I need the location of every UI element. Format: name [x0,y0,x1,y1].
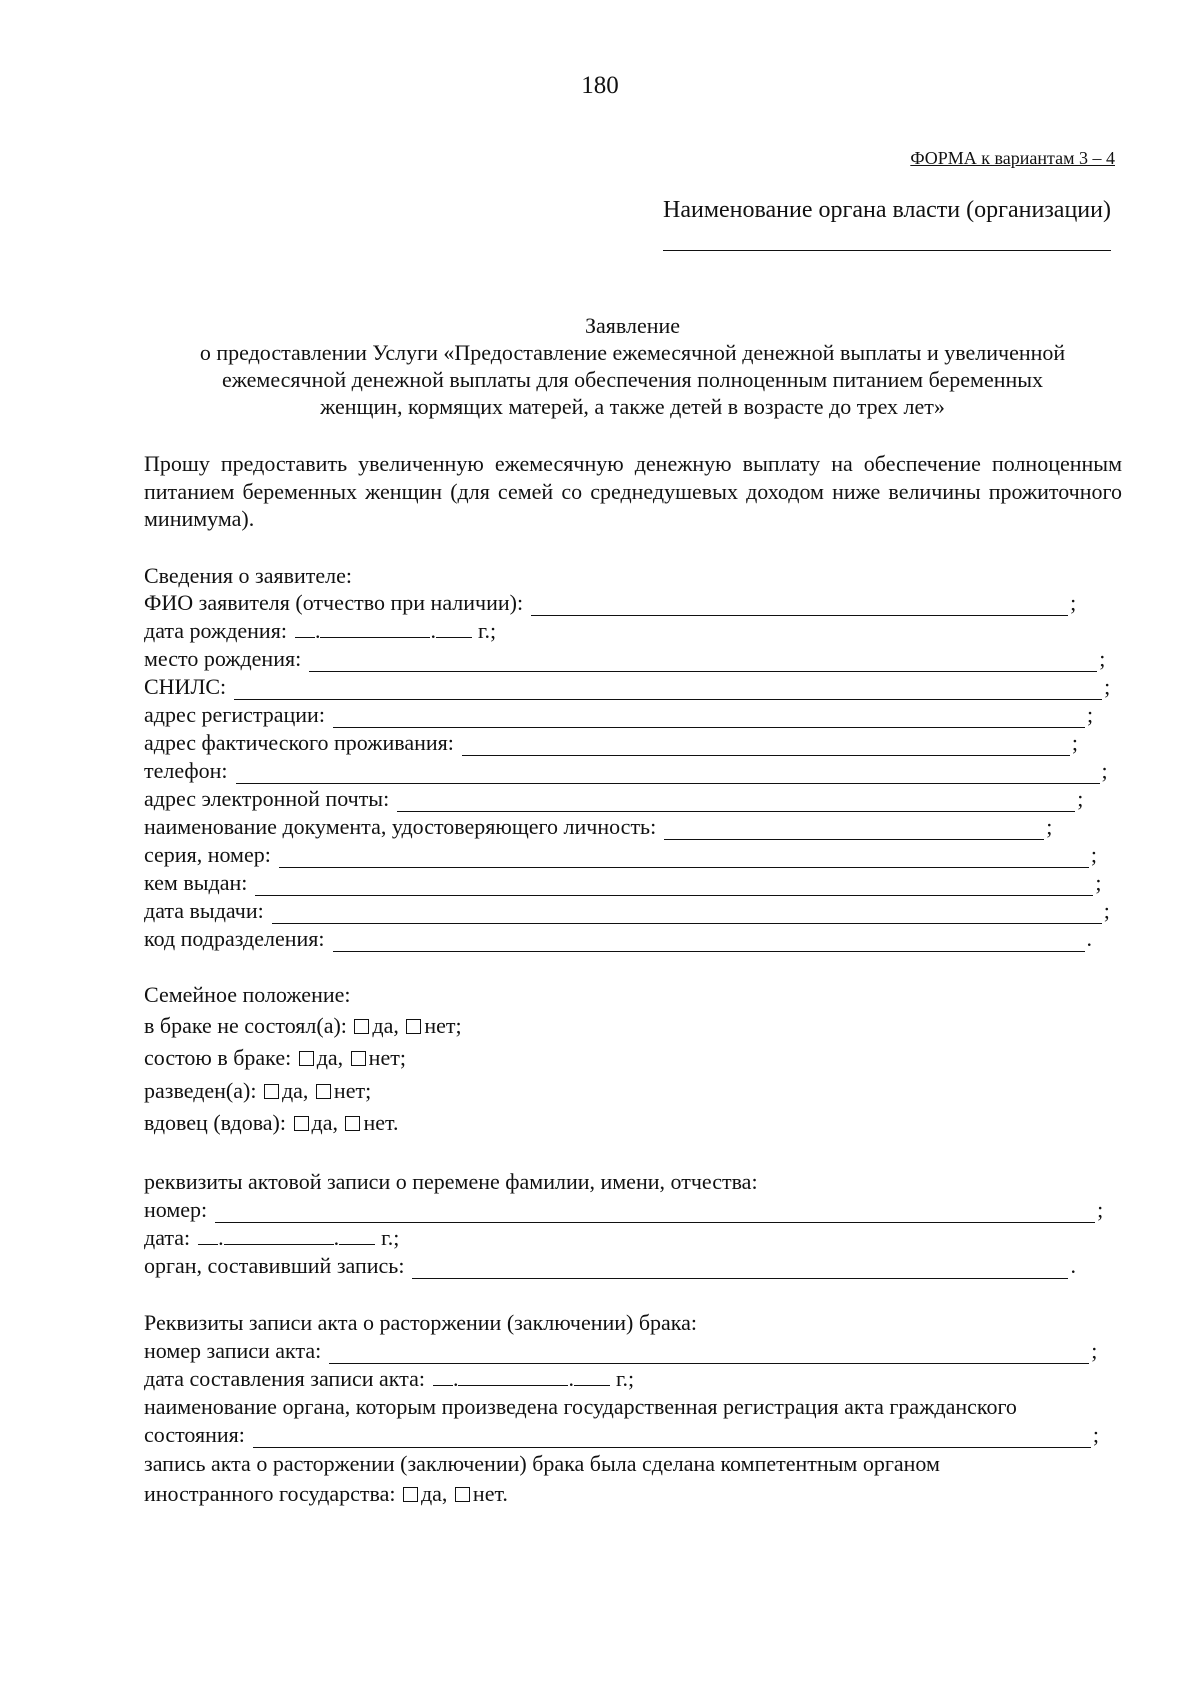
actual-address-field[interactable] [462,735,1070,756]
org-label: Наименование органа власти (организации) [663,197,1111,223]
division-code-end: . [1086,926,1093,951]
record-month-field[interactable] [458,1367,568,1386]
foreign-no-label: нет. [472,1481,508,1506]
fio-end: ; [1070,590,1077,615]
issue-date-row [144,898,1110,924]
widowed-row [144,1110,398,1136]
reg-address-field[interactable] [333,707,1085,728]
title-line-4: женщин, кормящих матерей, а также детей в возрасте до трех лет» [320,394,945,419]
name-change-year-field[interactable] [339,1226,375,1245]
registration-authority-row [144,1422,1099,1448]
snils-row [144,674,1110,700]
snils-label: СНИЛС: [144,674,227,699]
birth-date-row: дата рождения: . . г.; [144,618,497,643]
birth-place-field[interactable] [309,651,1097,672]
record-day-field[interactable] [433,1367,453,1386]
married-no-checkbox[interactable] [351,1051,366,1066]
birth-year-field[interactable] [436,619,472,638]
actual-address-end: ; [1071,730,1078,755]
registration-authority-label-2: состояния: [144,1422,245,1447]
name-change-number-row [144,1197,1103,1223]
foreign-authority-row [144,1481,508,1507]
record-number-end: ; [1091,1338,1098,1363]
series-number-label: серия, номер: [144,842,271,867]
married-no-label: нет; [368,1045,406,1070]
issue-date-label: дата выдачи: [144,898,264,923]
reg-address-end: ; [1086,702,1094,727]
not-married-label: в браке не состоял(а): [144,1013,347,1038]
foreign-yes-checkbox[interactable] [403,1487,418,1502]
widowed-yes-checkbox[interactable] [294,1116,309,1131]
email-field[interactable] [397,791,1075,812]
record-date-suffix: г.; [615,1366,635,1391]
series-number-row [144,842,1097,868]
birth-place-row [144,646,1105,672]
fio-row [144,590,1076,616]
married-yes-label: да, [316,1045,344,1070]
married-label: состою в браке: [144,1045,292,1070]
not-married-yes-label: да, [372,1013,399,1038]
widowed-label: вдовец (вдова): [144,1110,286,1135]
division-code-row [144,926,1092,952]
name-change-authority-row [144,1253,1076,1279]
divorced-no-label: нет; [333,1078,372,1103]
name-change-number-field[interactable] [215,1202,1095,1223]
name-change-date-suffix: г.; [381,1225,400,1250]
actual-address-label: адрес фактического проживания: [144,730,454,755]
divorced-yes-checkbox[interactable] [264,1084,279,1099]
phone-field[interactable] [236,763,1100,784]
name-change-heading: реквизиты актовой записи о перемене фамилии, имени, отчества: [144,1169,758,1194]
divorced-yes-label: да, [281,1078,309,1103]
reg-address-row [144,702,1093,728]
widowed-no-checkbox[interactable] [345,1116,360,1131]
title-line-3: ежемесячной денежной выплаты для обеспечения полноценным питанием беременных [221,367,1044,392]
page-number: 180 [581,72,619,99]
foreign-authority-label: иностранного государства: [144,1481,396,1506]
name-change-month-field[interactable] [224,1226,334,1245]
record-date-row: дата составления записи акта: . . г.; [144,1366,635,1391]
name-change-day-field[interactable] [198,1226,218,1245]
org-name-field[interactable] [663,250,1111,251]
not-married-no-label: нет; [424,1013,462,1038]
name-change-number-end: ; [1097,1197,1104,1222]
phone-label: телефон: [144,758,228,783]
widowed-no-label: нет. [363,1110,399,1135]
title-line-2: о предоставлении Услуги «Предоставление ежемесячной денежной выплаты и увеличенной [199,340,1066,365]
email-end: ; [1077,786,1084,811]
name-change-authority-field[interactable] [412,1258,1068,1279]
actual-address-row [144,730,1078,756]
issued-by-label: кем выдан: [144,870,248,895]
birth-place-label: место рождения: [144,646,302,671]
title-line-1: Заявление [584,313,681,338]
widowed-yes-label: да, [311,1110,338,1135]
division-code-field[interactable] [333,931,1085,952]
issue-date-field[interactable] [272,903,1102,924]
marital-heading: Семейное положение: [144,982,351,1007]
id-doc-row [144,814,1052,840]
foreign-no-checkbox[interactable] [455,1487,470,1502]
foreign-yes-label: да, [420,1481,448,1506]
issued-by-row [144,870,1101,896]
not-married-row [144,1013,462,1039]
issued-by-end: ; [1095,870,1102,895]
reg-address-label: адрес регистрации: [144,702,325,727]
divorced-no-checkbox[interactable] [316,1084,331,1099]
snils-end: ; [1104,674,1111,699]
phone-end: ; [1101,758,1108,783]
id-doc-field[interactable] [664,819,1044,840]
married-row [144,1045,406,1071]
name-change-date-row: дата: . . г.; [144,1225,400,1250]
name-change-date-label: дата: [144,1225,191,1250]
divorced-label: разведен(а): [144,1078,257,1103]
registration-authority-end: ; [1092,1422,1100,1447]
divorced-row [144,1078,371,1104]
email-label: адрес электронной почты: [144,786,390,811]
request-text: Прошу предоставить увеличенную ежемесячную денежную выплату на обеспечение полноценным питанием беременных женщин (для семей со среднедушевых доходом ниже величины прожиточного минимума). [144,451,1122,531]
id-doc-end: ; [1046,814,1053,839]
record-number-label: номер записи акта: [144,1338,322,1363]
issue-date-end: ; [1103,898,1110,923]
name-change-number-label: номер: [144,1197,208,1222]
birth-date-label: дата рождения: [144,618,287,643]
document-title [0,312,1200,420]
issued-by-field[interactable] [255,875,1093,896]
record-year-field[interactable] [574,1367,610,1386]
snils-field[interactable] [234,679,1102,700]
series-number-end: ; [1090,842,1097,867]
name-change-authority-label: орган, составивший запись: [144,1253,405,1278]
email-row [144,786,1083,812]
applicant-heading: Сведения о заявителе: [144,563,353,588]
birth-month-field[interactable] [320,619,430,638]
fio-field[interactable] [531,595,1068,616]
name-change-authority-end: . [1070,1253,1076,1278]
form-tag: ФОРМА к вариантам 3 – 4 [910,148,1115,168]
record-number-row [144,1338,1097,1364]
birth-day-field[interactable] [295,619,315,638]
foreign-authority-line-1: запись акта о расторжении (заключении) брака была сделана компетентным органом [144,1451,940,1476]
not-married-yes-checkbox[interactable] [354,1019,369,1034]
marriage-record-heading: Реквизиты записи акта о расторжении (заключении) брака: [144,1310,698,1335]
record-date-label: дата составления записи акта: [144,1366,425,1391]
fio-label: ФИО заявителя (отчество при наличии): [144,590,524,615]
birth-date-suffix: г.; [477,618,497,643]
not-married-no-checkbox[interactable] [406,1019,421,1034]
birth-place-end: ; [1099,646,1106,671]
record-number-field[interactable] [329,1343,1089,1364]
division-code-label: код подразделения: [144,926,325,951]
registration-authority-label-1: наименование органа, которым произведена государственная регистрация акта гражданского [144,1394,1017,1419]
registration-authority-field[interactable] [253,1427,1091,1448]
id-doc-label: наименование документа, удостоверяющего личность: [144,814,657,839]
series-number-field[interactable] [279,847,1089,868]
phone-row [144,758,1108,784]
married-yes-checkbox[interactable] [299,1051,314,1066]
